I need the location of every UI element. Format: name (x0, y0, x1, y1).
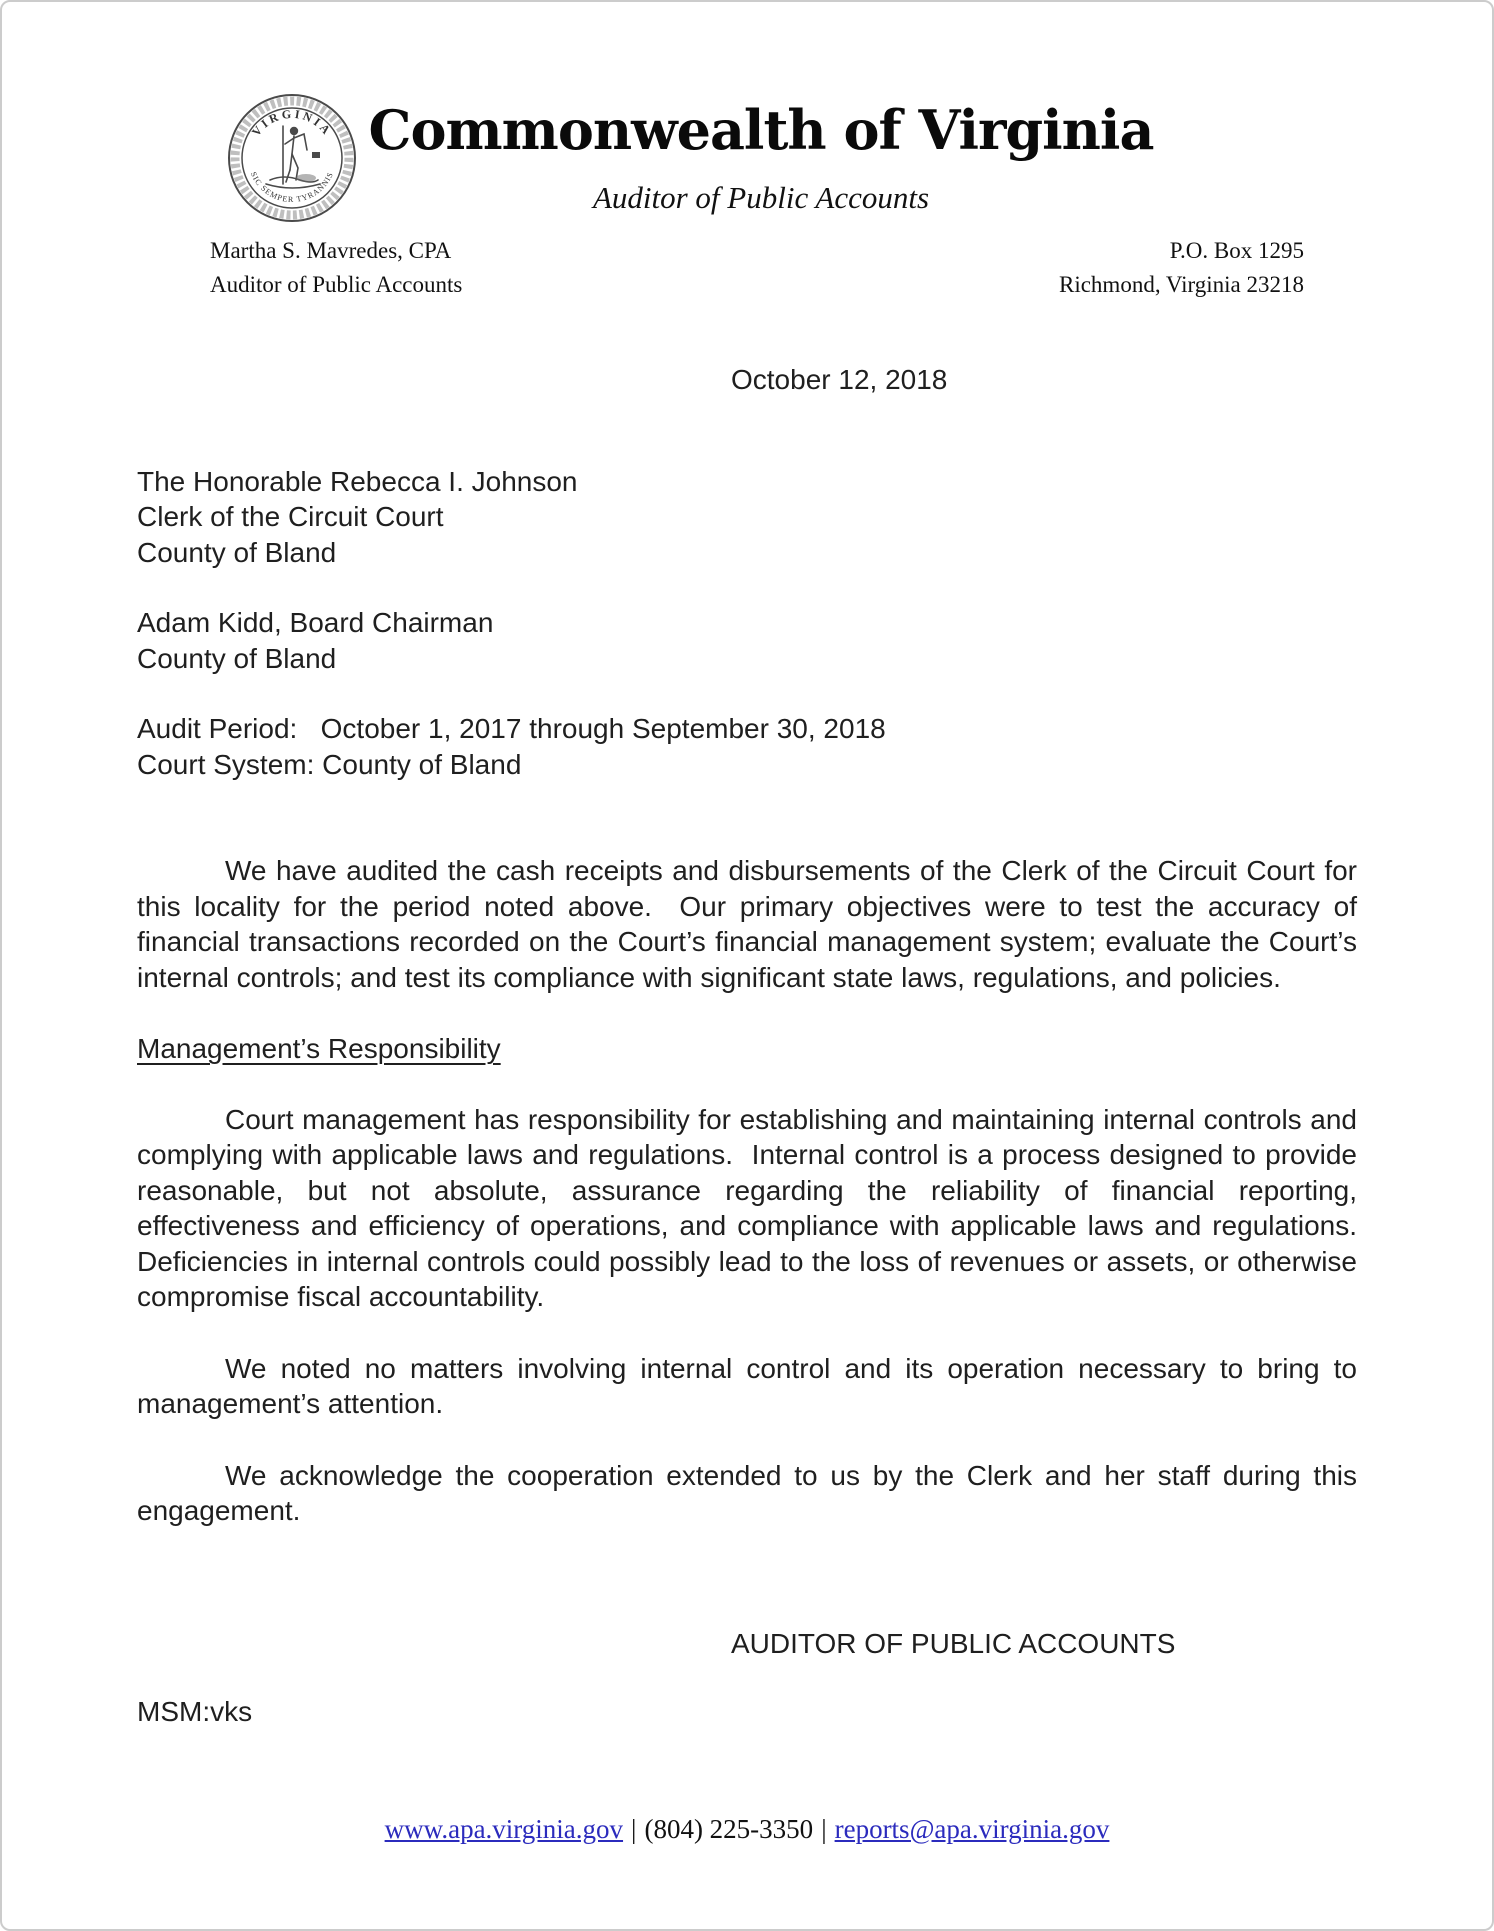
website-link[interactable]: www.apa.virginia.gov (384, 1814, 624, 1844)
phone-number: (804) 225-3350 (644, 1814, 814, 1844)
letter-body (137, 362, 1373, 1730)
seal-label: VIRGINIA (248, 106, 336, 139)
paragraph-management-responsibility: Court management has responsibility for establishing and maintaining internal controls and complying with applicable laws and regulations. Internal control is a process designed to provide reasonable, but not absolute, assurance regarding the reliability of financial reporting, effectiveness and efficiency of operations, and compliance with applicable laws and regulations. Deficiencies in internal controls could possibly lead to the loss of revenues or assets, or otherwise compromise fiscal accountability. (137, 1103, 1373, 1312)
recipient-locality: County of Bland (137, 642, 337, 674)
paragraph-audit-scope: We have audited the cash receipts and disbursements of the Clerk of the Circuit Court for this locality for the period noted above. Our primary objectives were to test the accuracy of financial transactions recorded on the Court’s financial management system; evaluate the Court’s internal controls; and test its compliance with significant state laws, regulations, and policies. (137, 855, 1365, 993)
letter-date: October 12, 2018 (731, 364, 948, 395)
page-footer (2, 1814, 1492, 1845)
footer-separator: | (631, 1814, 637, 1844)
recipient-title: Clerk of the Circuit Court (137, 501, 444, 532)
agency-subtitle: Auditor of Public Accounts (592, 180, 930, 215)
recipient-locality: County of Bland (137, 536, 337, 568)
email-link[interactable]: reports@apa.virginia.gov (834, 1814, 1110, 1844)
virginia-state-seal-icon (226, 92, 358, 224)
paragraph-no-matters-noted: We noted no matters involving internal control and its operation necessary to bring to management’s attention. (137, 1352, 1365, 1419)
recipient-name: Adam Kidd, Board Chairman (137, 607, 494, 638)
reference-initials: MSM:vks (137, 1696, 253, 1727)
recipient-block-clerk (137, 464, 1357, 571)
auditor-name-block (210, 234, 462, 302)
audit-period: Audit Period: October 1, 2017 through September 30, 2018 (137, 713, 886, 744)
signature-line: AUDITOR OF PUBLIC ACCOUNTS (731, 1627, 1176, 1659)
agency-address-block (1059, 234, 1304, 302)
seal-motto: SIC SEMPER TYRANNIS (248, 170, 336, 205)
po-box: P.O. Box 1295 (1169, 238, 1304, 263)
recipient-name: The Honorable Rebecca I. Johnson (137, 465, 578, 497)
court-system: Court System: County of Bland (137, 748, 522, 780)
city-state-zip: Richmond, Virginia 23218 (1058, 272, 1304, 297)
paragraph-acknowledgement: We acknowledge the cooperation extended to us by the Clerk and her staff during this engagement. (137, 1459, 1365, 1526)
auditor-name: Martha S. Mavredes, CPA (210, 238, 452, 263)
commonwealth-title: Commonwealth of Virginia (368, 98, 1154, 162)
footer-separator: | (821, 1814, 827, 1844)
auditor-title: Auditor of Public Accounts (210, 272, 463, 297)
recipient-block-chairman (137, 605, 1357, 676)
section-heading-management-responsibility: Management’s Responsibility (137, 1033, 501, 1064)
audit-info-block (137, 711, 1357, 782)
